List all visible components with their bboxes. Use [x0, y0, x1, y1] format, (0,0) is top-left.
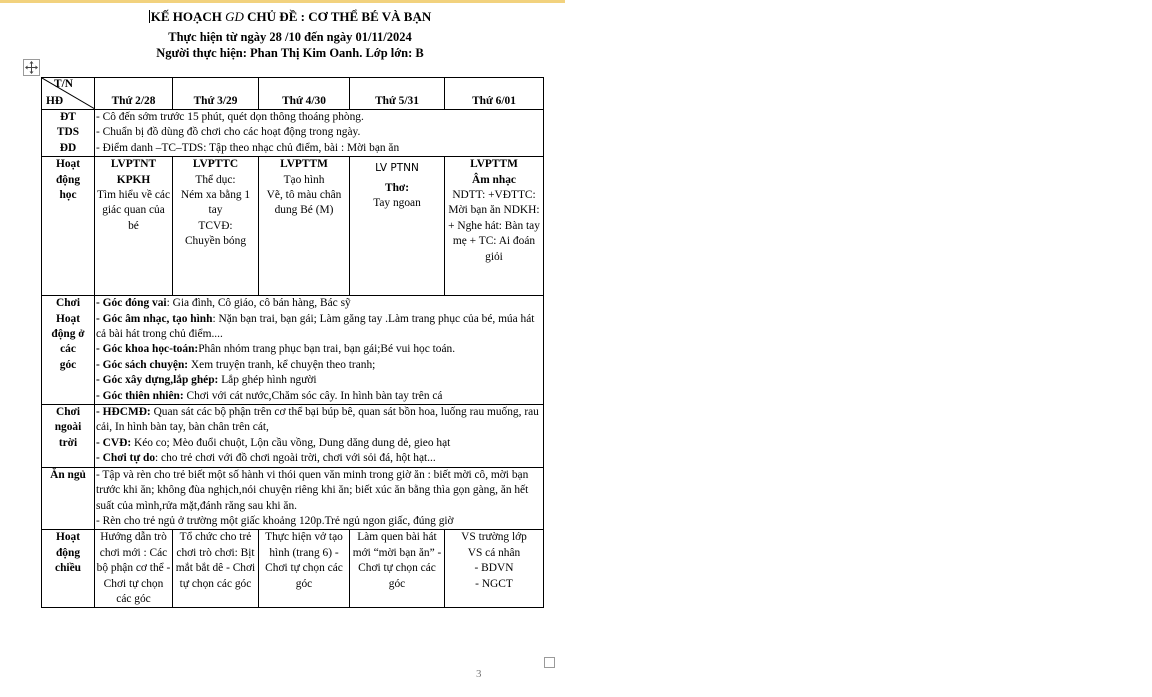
row-label-afternoon: Hoạt động chiều: [42, 530, 95, 608]
teacher-line: Người thực hiện: Phan Thị Kim Oanh. Lớp lớn: B: [156, 46, 424, 60]
day-header-fri: Thứ 6/01: [445, 78, 544, 110]
corner-cell: [42, 78, 95, 110]
welcome-content: - Cô đến sớm trước 15 phút, quét dọn thông thoáng phòng. - Chuẩn bị đồ dùng đồ chơi cho các hoạt động trong ngày. - Điểm danh –TC–TDS: Tập theo nhạc chủ điểm, bài : Mời bạn ăn: [95, 110, 544, 157]
corners-content: [95, 296, 544, 405]
afternoon-thu: Làm quen bài hát mới “mời bạn ăn” - Chơi tự chọn các góc: [350, 530, 445, 608]
row-label-outdoor: Chơi ngoài trời: [42, 405, 95, 468]
corner-item: - Góc xây dựng,lắp ghép: Lắp ghép hình người: [96, 374, 317, 387]
afternoon-wed: Thực hiện vở tạo hình (trang 6) - Chơi tự chọn các góc: [259, 530, 350, 608]
row-label-welcome: ĐT TDS ĐD: [42, 110, 95, 157]
corner-top-label: T/N: [54, 78, 73, 90]
afternoon-fri: VS trường lớp VS cá nhân - BDVN - NGCT: [445, 530, 544, 608]
row-label-meals: Ăn ngủ: [42, 467, 95, 530]
row-afternoon: [42, 530, 544, 608]
table-move-handle[interactable]: [23, 59, 40, 76]
row-label-corners: Chơi Hoạt động ở các góc: [42, 296, 95, 405]
row-outdoor: [42, 405, 544, 468]
meals-content: - Tập và rèn cho trẻ biết một số hành vi thói quen văn minh trong giờ ăn : biết mời cô, mời bạn trước khi ăn; không đùa nghịch,nói chuyện riêng khi ăn; biết xúc ăn bằng thìa gọn gàng, ăn hết suất của mình,rửa mặt,đánh răng sau khi ăn. - Rèn cho trẻ ngủ ở trường một giấc khoảng 120p.Trẻ ngủ ngon giấc, đúng giờ: [95, 467, 544, 530]
learning-wed: LVPTTM Tạo hình Vẽ, tô màu chân dung Bé (M): [259, 157, 350, 296]
outdoor-item: - Chơi tự do: cho trẻ chơi với đồ chơi ngoài trời, chơi với sỏi đá, hột hạt...: [96, 452, 436, 465]
corner-item: - Góc âm nhạc, tạo hình: Nặn bạn trai, bạn gái; Làm găng tay .Làm trang phục của bé, múa hát cả bài hát trong chủ điểm....: [96, 312, 535, 341]
corner-item: - Góc thiên nhiên: Chơi với cát nước,Chăm sóc cây. In hình bàn tay trên cá: [96, 389, 443, 402]
table-resize-handle[interactable]: [544, 657, 555, 668]
learning-fri: LVPTTM Âm nhạc NDTT: +VĐTTC: Mời bạn ăn NDKH: + Nghe hát: Bàn tay mẹ + TC: Ai đoán giỏi: [445, 157, 544, 296]
learning-thu: LV PTNN Thơ: Tay ngoan: [350, 157, 445, 296]
afternoon-tue: Tổ chức cho trẻ chơi trò chơi: Bịt mắt bắt dê - Chơi tự chọn các góc: [173, 530, 259, 608]
row-label-learning: Hoạt động học: [42, 157, 95, 296]
corner-bottom-label: HĐ: [46, 95, 64, 107]
corner-item: - Góc đóng vai: Gia đình, Cô giáo, cô bán hàng, Bác sỹ: [96, 297, 351, 310]
outdoor-item: - CVĐ: Kéo co; Mèo đuổi chuột, Lộn cầu vồng, Dung dăng dung dẻ, gieo hạt: [96, 436, 451, 449]
move-arrows-icon: [24, 60, 39, 75]
outdoor-content: [95, 405, 544, 468]
row-welcome: [42, 110, 544, 157]
row-corners: [42, 296, 544, 405]
learning-tue: LVPTTC Thể dục: Ném xa bằng 1 tay TCVĐ: Chuyền bóng: [173, 157, 259, 296]
page-number: 3: [476, 668, 482, 680]
learning-mon: LVPTNT KPKH Tìm hiểu về các giác quan của bé: [95, 157, 173, 296]
plan-table: [41, 77, 544, 608]
corner-item: - Góc khoa học-toán:Phân nhóm trang phục bạn trai, bạn gái;Bé vui học toán.: [96, 343, 456, 356]
outdoor-item: - HĐCMĐ: Quan sát các bộ phận trên cơ thể bại búp bê, quan sát bồn hoa, luống rau muống, rau cải, In hình bàn tay, bàn chân trên cát,: [96, 406, 539, 434]
day-header-mon: Thứ 2/28: [95, 78, 173, 110]
day-header-tue: Thứ 3/29: [173, 78, 259, 110]
day-header-thu: Thứ 5/31: [350, 78, 445, 110]
row-learning: [42, 157, 544, 296]
row-meals: [42, 467, 544, 530]
corner-item: - Góc sách chuyện: Xem truyện tranh, kể chuyện theo tranh;: [96, 358, 376, 371]
page-top-border: [0, 0, 565, 3]
text-cursor: [149, 10, 150, 23]
date-range: Thực hiện từ ngày 28 /10 đến ngày 01/11/2024: [168, 30, 412, 44]
document-title: KẾ HOẠCH GD CHỦ ĐỀ : CƠ THỂ BÉ VÀ BẠN: [150, 9, 432, 24]
afternoon-mon: Hướng dẫn trò chơi mới : Các bộ phận cơ thể - Chơi tự chọn các góc: [95, 530, 173, 608]
day-header-wed: Thứ 4/30: [259, 78, 350, 110]
header-row: [42, 78, 544, 110]
